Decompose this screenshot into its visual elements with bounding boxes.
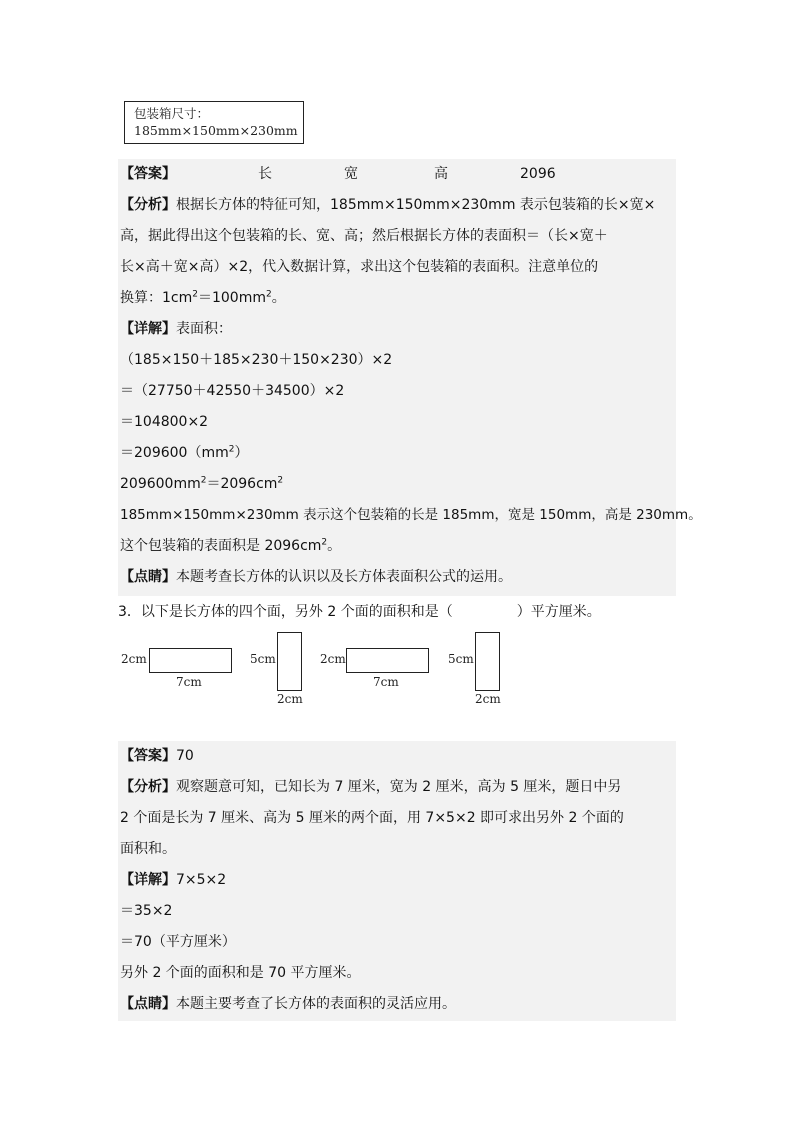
- q2-step-2-text: ＝（27750＋42550＋34500）×2: [120, 383, 345, 399]
- package-size-box: [124, 101, 304, 144]
- q3-analysis-label: 【分析】: [120, 779, 176, 795]
- q3-question-a: 3．以下是长方体的四个面，另外 2 个面的面积和是（: [118, 604, 453, 620]
- q2-comment-text: 本题考查长方体的认识以及长方体表面积公式的运用。: [176, 569, 512, 585]
- q3-comment: [118, 989, 676, 1020]
- q2-step-4a: ＝209600（mm: [120, 445, 229, 461]
- sup-2: 2: [321, 537, 328, 548]
- q3-detail-line: [118, 865, 676, 896]
- q3-analysis-line-2: [118, 803, 676, 834]
- face2-rect: [277, 632, 302, 691]
- face2-width-label: 2cm: [277, 692, 303, 706]
- face3-rect: [346, 648, 429, 673]
- q3-analysis-line-3: [118, 834, 676, 865]
- q2-step-2: [118, 376, 676, 407]
- q3-answer-row: [118, 741, 676, 772]
- q2-statement-text: 185mm×150mm×230mm 表示这个包装箱的长是 185mm，宽是 150mm，高是 230mm。: [120, 507, 702, 523]
- q2-detail-label: 【详解】: [120, 321, 176, 337]
- package-size-dims: 185mm×150mm×230mm: [134, 123, 298, 138]
- q2-analysis-text-4b: ＝100mm: [197, 290, 266, 306]
- q2-detail-first: 表面积：: [176, 321, 232, 337]
- q2-step-4: [118, 438, 676, 469]
- q2-answer-label: 【答案】: [120, 166, 176, 182]
- q2-answer-length: 长: [258, 166, 272, 182]
- q3-question: [118, 600, 601, 624]
- q2-answer-width: 宽: [344, 166, 358, 182]
- q2-step-3: [118, 407, 676, 438]
- face4-width-label: 2cm: [475, 692, 501, 706]
- q2-conv-b: ＝2096cm: [206, 476, 278, 492]
- face2-height-label: 5cm: [250, 652, 276, 666]
- face4-rect: [475, 632, 500, 691]
- sup-2: 2: [192, 289, 198, 300]
- face4-height-label: 5cm: [448, 652, 474, 666]
- q3-step-3: [118, 958, 676, 989]
- face3-length-label: 7cm: [373, 675, 399, 689]
- q3-step-1: [118, 896, 676, 927]
- q2-answer-area: 2096: [520, 166, 556, 182]
- q2-analysis-text-3: 长×高＋宽×高）×2，代入数据计算，求出这个包装箱的表面积。注意单位的: [120, 259, 599, 275]
- q2-result-a: 这个包装箱的表面积是 2096cm: [120, 538, 322, 554]
- q2-answer-row: [118, 159, 676, 190]
- package-size-title: 包装箱尺寸：: [134, 106, 210, 121]
- q2-result: [118, 531, 676, 562]
- q3-step-2: [118, 927, 676, 958]
- q2-step-1-text: （185×150＋185×230＋150×230）×2: [120, 352, 393, 368]
- q2-analysis-text-2: 高，据此得出这个包装箱的长、宽、高；然后根据长方体的表面积＝（长×宽＋: [120, 228, 608, 244]
- q2-step-1: [118, 345, 676, 376]
- q2-analysis-text-1: 根据长方体的特征可知，185mm×150mm×230mm 表示包装箱的长×宽×: [176, 197, 656, 213]
- q2-comment: [118, 562, 676, 593]
- sup-2: 2: [277, 475, 284, 486]
- q3-detail-label: 【详解】: [120, 872, 176, 888]
- q2-comment-label: 【点睛】: [120, 569, 176, 585]
- q3-analysis-text-3: 面积和。: [120, 841, 176, 857]
- q3-answer-value: 70: [176, 748, 194, 764]
- q2-conversion: [118, 469, 676, 500]
- q2-analysis-line-3: [118, 252, 676, 283]
- q2-detail-line: [118, 314, 676, 345]
- q3-question-b: ）平方厘米。: [516, 604, 601, 620]
- q2-analysis-text-4a: 换算：1cm: [120, 290, 193, 306]
- q3-comment-text: 本题主要考查了长方体的表面积的灵活应用。: [176, 996, 456, 1012]
- sup-2: 2: [228, 444, 235, 455]
- q3-detail-first: 7×5×2: [176, 872, 227, 888]
- q2-step-3-text: ＝104800×2: [120, 414, 209, 430]
- q2-analysis-line-4: [118, 283, 676, 314]
- q3-step-2-text: ＝70（平方厘米）: [120, 934, 236, 950]
- q2-analysis-text-4c: 。: [271, 290, 286, 306]
- q2-result-b: 。: [327, 538, 342, 554]
- q2-analysis-line-2: [118, 221, 676, 252]
- face3-height-label: 2cm: [320, 652, 346, 666]
- q3-analysis-text-2: 2 个面是长为 7 厘米、高为 5 厘米的两个面，用 7×5×2 即可求出另外 2 个面的: [120, 810, 624, 826]
- q3-step-3-text: 另外 2 个面的面积和是 70 平方厘米。: [120, 965, 361, 981]
- q3-analysis-line-1: [118, 772, 676, 803]
- q3-analysis-text-1: 观察题意可知，已知长为 7 厘米，宽为 2 厘米，高为 5 厘米，题日中另: [176, 779, 622, 795]
- q2-step-4b: ）: [234, 445, 249, 461]
- sup-2: 2: [200, 475, 207, 486]
- q3-answer-label: 【答案】: [120, 748, 176, 764]
- q2-answer-height: 高: [434, 166, 448, 182]
- q2-analysis-label: 【分析】: [120, 197, 176, 213]
- face1-height-label: 2cm: [121, 652, 147, 666]
- face1-length-label: 7cm: [176, 675, 202, 689]
- q2-statement: [118, 500, 702, 531]
- q3-comment-label: 【点睛】: [120, 996, 176, 1012]
- q3-step-1-text: ＝35×2: [120, 903, 173, 919]
- q2-conv-a: 209600mm: [120, 476, 201, 492]
- q2-analysis-line-1: [118, 190, 676, 221]
- sup-2: 2: [265, 289, 272, 300]
- face1-rect: [149, 648, 232, 673]
